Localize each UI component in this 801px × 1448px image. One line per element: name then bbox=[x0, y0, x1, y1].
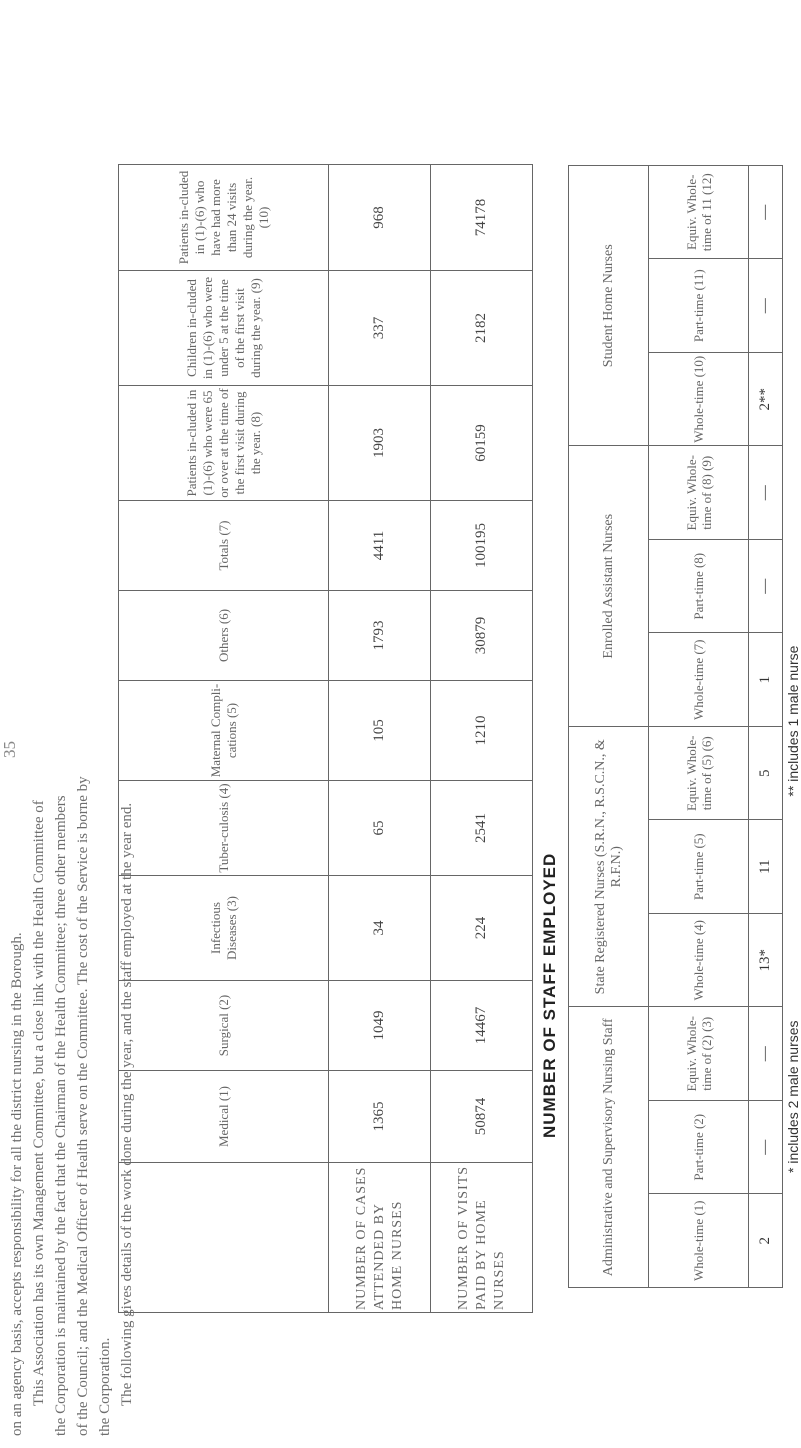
table-cell: 2182 bbox=[431, 271, 533, 386]
staff-title: NUMBER OF STAFF EMPLOYED bbox=[540, 852, 559, 1138]
table-cell: 13* bbox=[749, 914, 783, 1008]
table-cell: 14467 bbox=[431, 981, 533, 1071]
header-maternal: Maternal Compli-cations (5) bbox=[119, 681, 329, 781]
table-cell: 337 bbox=[329, 271, 431, 386]
subheader-cell: Whole-time (10) bbox=[649, 353, 749, 447]
table-cell: 4411 bbox=[329, 501, 431, 591]
table-cell: 1793 bbox=[329, 591, 431, 681]
table-cell: 50874 bbox=[431, 1071, 533, 1163]
header-tuberculosis: Tuber-culosis (4) bbox=[119, 781, 329, 876]
staff-table bbox=[568, 165, 783, 1288]
group-student: Student Home Nurses bbox=[569, 166, 649, 447]
header-totals: Totals (7) bbox=[119, 501, 329, 591]
header-24-visits: Patients in-cluded in (1)-(6) who have had more than 24 visits during the year. (10) bbox=[119, 165, 329, 271]
table-cell: 2541 bbox=[431, 781, 533, 876]
table-cell: 100195 bbox=[431, 501, 533, 591]
intro-line-5: the Corporation. bbox=[97, 1337, 113, 1436]
subheader-cell: Equiv. Whole-time of (8) (9) bbox=[649, 446, 749, 540]
group-admin: Administrative and Supervisory Nursing Staff bbox=[569, 1007, 649, 1288]
header-others: Others (6) bbox=[119, 591, 329, 681]
footnote-2: ** includes 1 male nurse bbox=[785, 645, 801, 797]
table-cell: 60159 bbox=[431, 386, 533, 501]
table-cell: — bbox=[749, 166, 783, 260]
table-cell: 5 bbox=[749, 727, 783, 821]
group-enrolled: Enrolled Assistant Nurses bbox=[569, 446, 649, 727]
table-row bbox=[749, 166, 783, 1288]
staff-group-row bbox=[569, 166, 649, 1288]
table-cell: 1210 bbox=[431, 681, 533, 781]
table-cell: — bbox=[749, 1007, 783, 1101]
subheader-cell: Equiv. Whole-time of 11 (12) bbox=[649, 166, 749, 260]
table-cell: 11 bbox=[749, 820, 783, 914]
table-cell: — bbox=[749, 259, 783, 353]
table-cell: 1903 bbox=[329, 386, 431, 501]
table-cell: — bbox=[749, 540, 783, 634]
page-number: 35 bbox=[0, 741, 19, 758]
table-cell: 968 bbox=[329, 165, 431, 271]
table-cell: 1049 bbox=[329, 981, 431, 1071]
subheader-cell: Whole-time (4) bbox=[649, 914, 749, 1008]
table1-header-row bbox=[119, 165, 329, 1313]
intro-line-6: The following gives details of the work done during the year, and the staff employed at the year end. bbox=[119, 802, 135, 1406]
table-cell: 1365 bbox=[329, 1071, 431, 1163]
table-cell: — bbox=[749, 446, 783, 540]
staff-subheader-row bbox=[649, 166, 749, 1288]
footnotes bbox=[785, 173, 801, 1173]
cases-visits-table bbox=[118, 164, 533, 1313]
table-cell: 105 bbox=[329, 681, 431, 781]
intro-line-3: the Corporation is maintained by the fact that the Chairman of the Health Committee; three other members bbox=[53, 795, 69, 1436]
table-cell: 2 bbox=[749, 1194, 783, 1288]
header-surgical: Surgical (2) bbox=[119, 981, 329, 1071]
table-cell: 30879 bbox=[431, 591, 533, 681]
intro-line-2: This Association has its own Management Committee, but a close link with the Health Committee of bbox=[31, 800, 47, 1406]
table-cell: 74178 bbox=[431, 165, 533, 271]
footnote-1: * includes 2 male nurses bbox=[785, 1020, 801, 1173]
intro-line-4: of the Council; and the Medical Officer of Health serve on the Committee. The cost of the Service is borne by bbox=[75, 776, 91, 1436]
subheader-cell: Part-time (8) bbox=[649, 540, 749, 634]
row-label-cases: NUMBER OF CASES ATTENDED BY HOME NURSES bbox=[329, 1163, 431, 1313]
table-cell: — bbox=[749, 1101, 783, 1195]
subheader-cell: Part-time (11) bbox=[649, 259, 749, 353]
table-cell: 2** bbox=[749, 353, 783, 447]
header-infectious: Infectious Diseases (3) bbox=[119, 876, 329, 981]
row-label-visits: NUMBER OF VISITS PAID BY HOME NURSES bbox=[431, 1163, 533, 1313]
subheader-cell: Part-time (5) bbox=[649, 820, 749, 914]
group-srn: State Registered Nurses (S.R.N., R.S.C.N., & R.F.N.) bbox=[569, 727, 649, 1008]
table-cell: 65 bbox=[329, 781, 431, 876]
subheader-cell: Equiv. Whole-time of (2) (3) bbox=[649, 1007, 749, 1101]
table-cell: 34 bbox=[329, 876, 431, 981]
header-medical: Medical (1) bbox=[119, 1071, 329, 1163]
table-row bbox=[329, 165, 431, 1313]
subheader-cell: Whole-time (1) bbox=[649, 1194, 749, 1288]
subheader-cell: Whole-time (7) bbox=[649, 633, 749, 727]
subheader-cell: Equiv. Whole-time of (5) (6) bbox=[649, 727, 749, 821]
table-cell: 224 bbox=[431, 876, 533, 981]
subheader-cell: Part-time (2) bbox=[649, 1101, 749, 1195]
table-row bbox=[431, 165, 533, 1313]
intro-line-1: on an agency basis, accepts responsibility for all the district nursing in the Borough. bbox=[9, 932, 25, 1436]
header-under-5: Children in-cluded in (1)-(6) who were under 5 at the time of the first visit during the year. (9) bbox=[119, 271, 329, 386]
table-cell: 1 bbox=[749, 633, 783, 727]
header-65-over: Patients in-cluded in (1)-(6) who were 65 or over at the time of the first visit during the year. (8) bbox=[119, 386, 329, 501]
table1-corner-cell bbox=[119, 1163, 329, 1313]
